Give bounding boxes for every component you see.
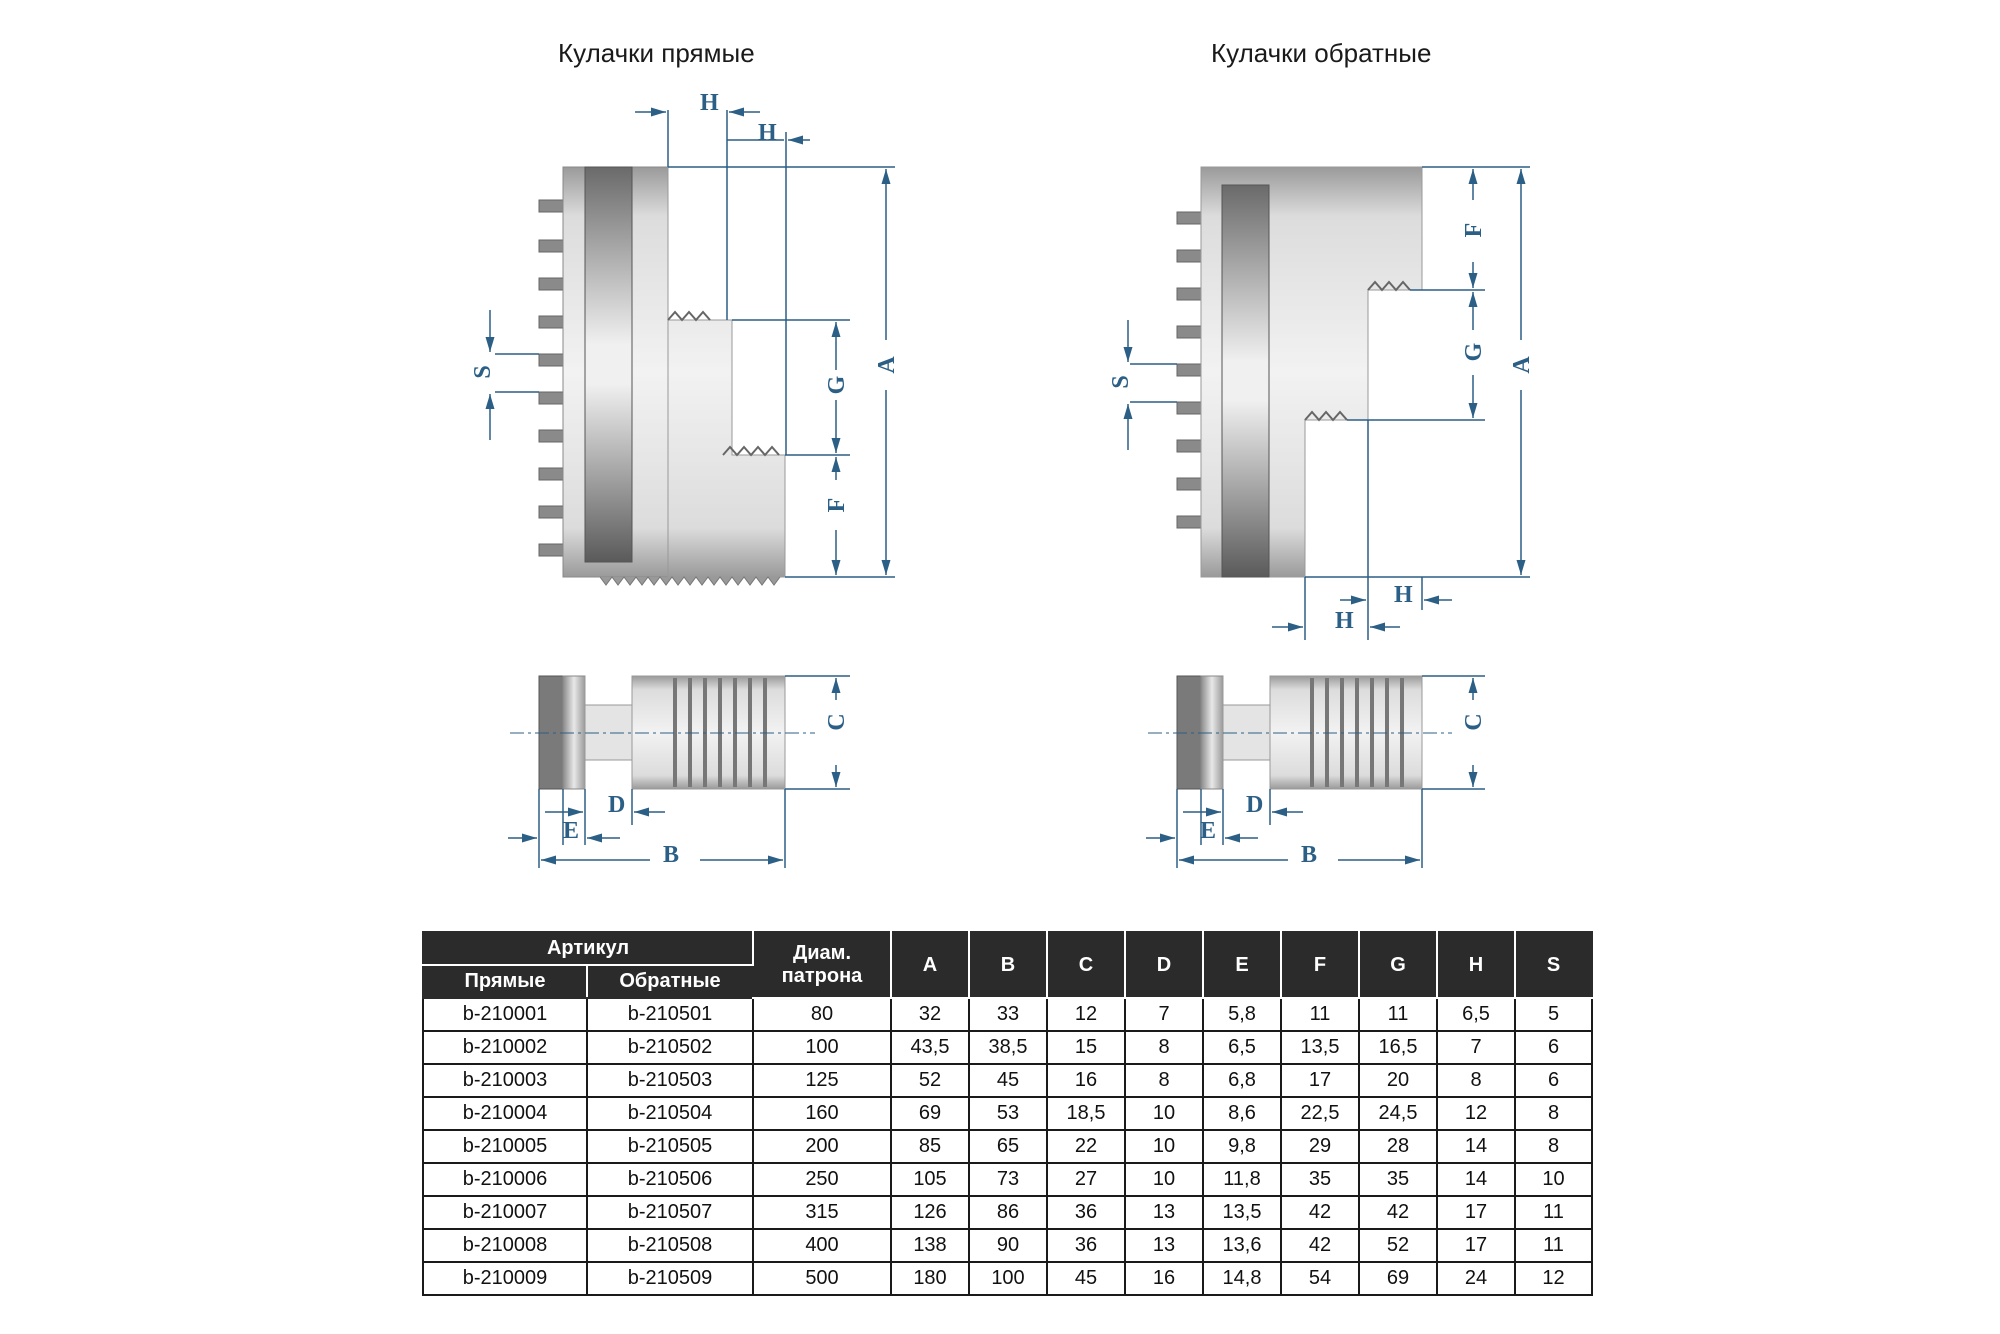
table-cell: 10 <box>1125 1163 1203 1196</box>
table-cell: b-210002 <box>423 1031 587 1064</box>
table-cell: 36 <box>1047 1229 1125 1262</box>
header-dim: D <box>1125 932 1203 998</box>
table-cell: b-210503 <box>587 1064 753 1097</box>
dim-label-c-straight: C <box>824 713 850 731</box>
table-cell: b-210504 <box>587 1097 753 1130</box>
table-cell: 7 <box>1125 998 1203 1031</box>
header-article: Артикул <box>423 932 753 965</box>
table-cell: 32 <box>891 998 969 1031</box>
dim-label-e-reverse: E <box>1200 818 1217 844</box>
table-cell: 42 <box>1281 1229 1359 1262</box>
dim-label-d-straight: D <box>608 792 626 818</box>
table-cell: 180 <box>891 1262 969 1295</box>
reverse-jaw-top-view <box>1148 676 1452 789</box>
dim-label-h-top-straight: H <box>700 90 719 116</box>
header-dim: C <box>1047 932 1125 998</box>
header-dim: S <box>1515 932 1592 998</box>
table-cell: 12 <box>1437 1097 1515 1130</box>
table-cell: b-210006 <box>423 1163 587 1196</box>
table-row <box>423 1163 1592 1196</box>
dim-label-h-second-straight: H <box>758 120 777 146</box>
header-dim: H <box>1437 932 1515 998</box>
table-cell: 11 <box>1515 1229 1592 1262</box>
table-cell: 10 <box>1125 1097 1203 1130</box>
table-cell: 13,6 <box>1203 1229 1281 1262</box>
table-row <box>423 1196 1592 1229</box>
table-cell: b-210509 <box>587 1262 753 1295</box>
header-dim: A <box>891 932 969 998</box>
table-cell: 500 <box>753 1262 891 1295</box>
dim-label-d-reverse: D <box>1246 792 1264 818</box>
table-cell: 69 <box>1359 1262 1437 1295</box>
table-cell: 17 <box>1281 1064 1359 1097</box>
table-cell: b-210508 <box>587 1229 753 1262</box>
header-dim: B <box>969 932 1047 998</box>
header-dim: G <box>1359 932 1437 998</box>
table-cell: 52 <box>891 1064 969 1097</box>
table-cell: 125 <box>753 1064 891 1097</box>
table-cell: b-210005 <box>423 1130 587 1163</box>
header-straight: Прямые <box>423 965 587 998</box>
table-cell: 42 <box>1281 1196 1359 1229</box>
table-cell: 8 <box>1437 1064 1515 1097</box>
title-reverse-jaws: Кулачки обратные <box>1211 38 1432 68</box>
table-cell: 36 <box>1047 1196 1125 1229</box>
table-cell: 35 <box>1281 1163 1359 1196</box>
table-cell: 5,8 <box>1203 998 1281 1031</box>
table-cell: b-210505 <box>587 1130 753 1163</box>
table-cell: 6,5 <box>1437 998 1515 1031</box>
table-cell: 14 <box>1437 1130 1515 1163</box>
header-reverse: Обратные <box>587 965 753 998</box>
table-cell: 126 <box>891 1196 969 1229</box>
table-cell: 45 <box>969 1064 1047 1097</box>
table-cell: 250 <box>753 1163 891 1196</box>
table-cell: 80 <box>753 998 891 1031</box>
straight-jaw-front-view <box>539 167 785 585</box>
table-cell: 315 <box>753 1196 891 1229</box>
table-cell: 6 <box>1515 1064 1592 1097</box>
dim-label-f-straight: F <box>824 497 850 513</box>
table-cell: 33 <box>969 998 1047 1031</box>
table-row <box>423 1130 1592 1163</box>
table-row <box>423 1064 1592 1097</box>
table-cell: 16 <box>1047 1064 1125 1097</box>
table-cell: b-210507 <box>587 1196 753 1229</box>
dim-label-b-reverse: B <box>1301 842 1318 868</box>
table-cell: 8 <box>1515 1097 1592 1130</box>
table-cell: 138 <box>891 1229 969 1262</box>
table-cell: 6,8 <box>1203 1064 1281 1097</box>
table-cell: 17 <box>1437 1229 1515 1262</box>
table-cell: 35 <box>1359 1163 1437 1196</box>
table-row <box>423 1262 1592 1295</box>
table-cell: 14,8 <box>1203 1262 1281 1295</box>
dim-label-e-straight: E <box>563 818 580 844</box>
dim-label-s-reverse: S <box>1108 375 1134 389</box>
dim-label-h-upper-reverse: H <box>1394 582 1413 608</box>
table-cell: 29 <box>1281 1130 1359 1163</box>
table-body <box>423 998 1592 1295</box>
table-cell: 17 <box>1437 1196 1515 1229</box>
table-cell: 22,5 <box>1281 1097 1359 1130</box>
table-row <box>423 1031 1592 1064</box>
table-cell: 8 <box>1125 1064 1203 1097</box>
dim-label-a-straight: A <box>874 356 900 374</box>
table-cell: b-210004 <box>423 1097 587 1130</box>
dim-label-h-lower-reverse: H <box>1335 608 1354 634</box>
table-cell: 8 <box>1125 1031 1203 1064</box>
table-cell: 27 <box>1047 1163 1125 1196</box>
table-cell: 20 <box>1359 1064 1437 1097</box>
table-cell: 6,5 <box>1203 1031 1281 1064</box>
table-cell: b-210009 <box>423 1262 587 1295</box>
table-cell: 24,5 <box>1359 1097 1437 1130</box>
table-cell: b-210003 <box>423 1064 587 1097</box>
straight-jaw-teeth <box>539 200 563 556</box>
table-cell: 65 <box>969 1130 1047 1163</box>
table-cell: 45 <box>1047 1262 1125 1295</box>
table-cell: 73 <box>969 1163 1047 1196</box>
dim-label-g-reverse: G <box>1461 342 1487 362</box>
table-cell: 7 <box>1437 1031 1515 1064</box>
table-cell: 11 <box>1281 998 1359 1031</box>
table-cell: b-210506 <box>587 1163 753 1196</box>
table-cell: 16,5 <box>1359 1031 1437 1064</box>
reverse-jaw-teeth <box>1177 212 1201 528</box>
dim-label-s-straight: S <box>470 365 496 379</box>
title-straight-jaws: Кулачки прямые <box>558 38 755 68</box>
table-cell: b-210501 <box>587 998 753 1031</box>
table-cell: b-210007 <box>423 1196 587 1229</box>
dimensions-table <box>422 931 1593 1296</box>
table-cell: 52 <box>1359 1229 1437 1262</box>
table-cell: 14 <box>1437 1163 1515 1196</box>
table-cell: 160 <box>753 1097 891 1130</box>
table-cell: 11,8 <box>1203 1163 1281 1196</box>
table-cell: 10 <box>1515 1163 1592 1196</box>
table-cell: 100 <box>753 1031 891 1064</box>
table-row <box>423 1229 1592 1262</box>
table-cell: 18,5 <box>1047 1097 1125 1130</box>
table-cell: 12 <box>1047 998 1125 1031</box>
table-cell: 13 <box>1125 1196 1203 1229</box>
header-dim: E <box>1203 932 1281 998</box>
table-cell: 11 <box>1515 1196 1592 1229</box>
table-cell: 53 <box>969 1097 1047 1130</box>
table-cell: 28 <box>1359 1130 1437 1163</box>
table-cell: 85 <box>891 1130 969 1163</box>
table-cell: 86 <box>969 1196 1047 1229</box>
dim-label-g-straight: G <box>824 375 850 395</box>
table-cell: 8,6 <box>1203 1097 1281 1130</box>
dim-label-c-reverse: C <box>1461 713 1487 731</box>
table-cell: 69 <box>891 1097 969 1130</box>
header-chuck-diameter: Диам. патрона <box>753 932 891 998</box>
table-cell: 15 <box>1047 1031 1125 1064</box>
table-cell: 400 <box>753 1229 891 1262</box>
dim-label-f-reverse: F <box>1461 222 1487 238</box>
table-cell: 200 <box>753 1130 891 1163</box>
table-cell: 13 <box>1125 1229 1203 1262</box>
header-dim: F <box>1281 932 1359 998</box>
table-cell: b-210502 <box>587 1031 753 1064</box>
table-cell: 5 <box>1515 998 1592 1031</box>
table-cell: 42 <box>1359 1196 1437 1229</box>
table-cell: 10 <box>1125 1130 1203 1163</box>
table-cell: b-210001 <box>423 998 587 1031</box>
dim-label-b-straight: B <box>663 842 680 868</box>
dim-label-a-reverse: A <box>1509 356 1535 374</box>
table-cell: 8 <box>1515 1130 1592 1163</box>
table-cell: 6 <box>1515 1031 1592 1064</box>
table-cell: 9,8 <box>1203 1130 1281 1163</box>
table-row <box>423 1097 1592 1130</box>
table-cell: 11 <box>1359 998 1437 1031</box>
table-cell: 54 <box>1281 1262 1359 1295</box>
table-cell: 38,5 <box>969 1031 1047 1064</box>
table-cell: b-210008 <box>423 1229 587 1262</box>
table-cell: 13,5 <box>1203 1196 1281 1229</box>
reverse-jaw-front-view <box>1177 167 1422 577</box>
table-cell: 12 <box>1515 1262 1592 1295</box>
table-cell: 105 <box>891 1163 969 1196</box>
table-cell: 22 <box>1047 1130 1125 1163</box>
table-cell: 90 <box>969 1229 1047 1262</box>
table-cell: 16 <box>1125 1262 1203 1295</box>
table-cell: 13,5 <box>1281 1031 1359 1064</box>
table-cell: 100 <box>969 1262 1047 1295</box>
table-cell: 43,5 <box>891 1031 969 1064</box>
straight-jaw-top-view <box>510 676 815 789</box>
table-row <box>423 998 1592 1031</box>
table-cell: 24 <box>1437 1262 1515 1295</box>
